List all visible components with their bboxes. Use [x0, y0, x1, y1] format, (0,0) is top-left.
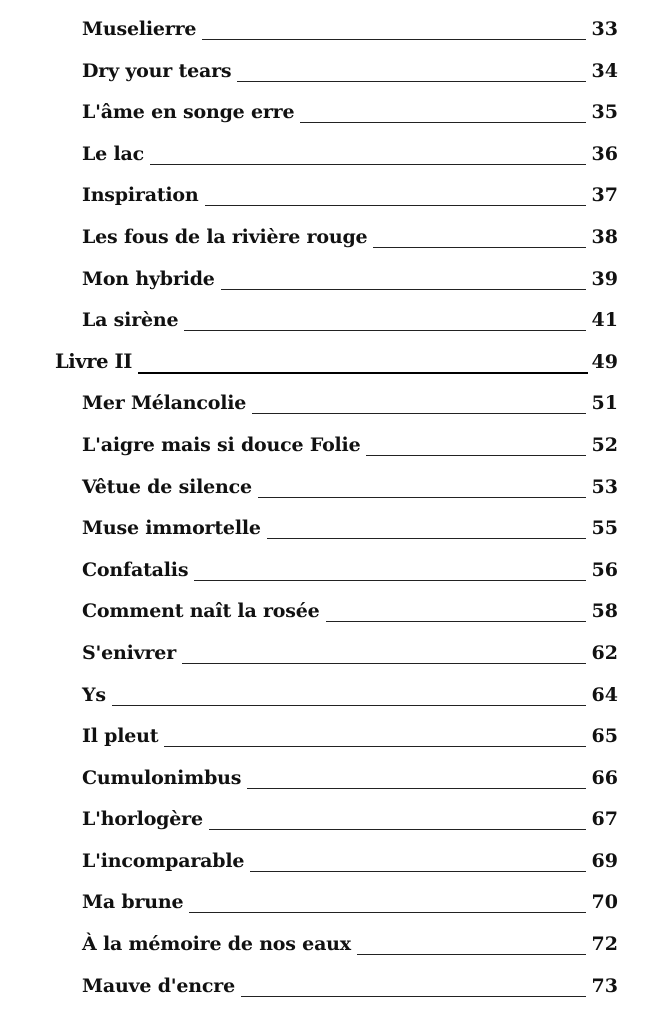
toc-entry [0, 508, 670, 550]
toc-entry [0, 841, 670, 883]
entry-title: Cumulonimbus [82, 766, 247, 790]
toc-entry [0, 92, 670, 134]
section-title: Livre II [55, 350, 138, 374]
entry-title: Le lac [82, 142, 150, 166]
entry-title: Inspiration [82, 183, 205, 207]
entry-page-number: 52 [591, 433, 618, 456]
entry-title: L'horlogère [82, 807, 209, 831]
toc-entry [0, 217, 670, 259]
entry-page-number: 41 [591, 309, 618, 332]
entry-page-number: 39 [591, 267, 618, 290]
entry-page-number: 64 [591, 683, 618, 706]
entry-page-number: 56 [591, 558, 618, 581]
entry-title: L'aigre mais si douce Folie [82, 433, 366, 457]
section-page-number: 49 [591, 350, 618, 373]
toc-entry [0, 882, 670, 924]
toc-entry [0, 51, 670, 93]
entry-title: Les fous de la rivière rouge [82, 225, 373, 249]
entry-page-number: 58 [591, 600, 618, 623]
toc-entry [0, 467, 670, 509]
dot-leader [82, 164, 586, 165]
entry-page-number: 35 [591, 101, 618, 124]
entry-title: Mer Mélancolie [82, 391, 252, 415]
toc-entry [0, 966, 670, 1008]
toc-entry [0, 425, 670, 467]
entry-page-number: 72 [591, 933, 618, 956]
entry-title: Comment naît la rosée [82, 599, 326, 623]
entry-title: Mauve d'encre [82, 974, 241, 998]
entry-page-number: 73 [591, 974, 618, 997]
entry-page-number: 69 [591, 849, 618, 872]
entry-page-number: 65 [591, 725, 618, 748]
entry-title: Muselierre [82, 17, 202, 41]
toc-entry [0, 799, 670, 841]
entry-title: L'incomparable [82, 849, 250, 873]
entry-title: Dry your tears [82, 59, 237, 83]
entry-page-number: 38 [591, 225, 618, 248]
toc-section-heading [0, 342, 670, 384]
entry-title: La sirène [82, 308, 184, 332]
entry-page-number: 36 [591, 142, 618, 165]
entry-page-number: 70 [591, 891, 618, 914]
entry-page-number: 62 [591, 641, 618, 664]
entry-title: Vêtue de silence [82, 475, 258, 499]
entry-page-number: 37 [591, 184, 618, 207]
entry-page-number: 55 [591, 517, 618, 540]
entry-title: Ma brune [82, 890, 189, 914]
entry-page-number: 53 [591, 475, 618, 498]
entry-title: Mon hybride [82, 267, 221, 291]
entry-title: Il pleut [82, 724, 164, 748]
toc-entry [0, 383, 670, 425]
toc-entry [0, 550, 670, 592]
toc-entry [0, 591, 670, 633]
entry-title: S'enivrer [82, 641, 182, 665]
entry-page-number: 66 [591, 766, 618, 789]
entry-page-number: 34 [591, 59, 618, 82]
table-of-contents [0, 9, 670, 1007]
toc-entry [0, 633, 670, 675]
toc-entry [0, 134, 670, 176]
toc-entry [0, 300, 670, 342]
entry-title: À la mémoire de nos eaux [82, 932, 357, 956]
entry-title: L'âme en songe erre [82, 100, 300, 124]
toc-entry [0, 675, 670, 717]
entry-page-number: 33 [591, 18, 618, 40]
dot-leader [82, 705, 586, 706]
entry-page-number: 67 [591, 808, 618, 831]
entry-title: Ys [82, 683, 112, 707]
entry-title: Muse immortelle [82, 516, 267, 540]
entry-title: Confatalis [82, 558, 194, 582]
toc-entry [0, 175, 670, 217]
toc-entry [0, 9, 670, 51]
entry-page-number: 51 [591, 392, 618, 415]
toc-entry [0, 716, 670, 758]
toc-entry [0, 758, 670, 800]
toc-entry [0, 924, 670, 966]
toc-entry [0, 259, 670, 301]
